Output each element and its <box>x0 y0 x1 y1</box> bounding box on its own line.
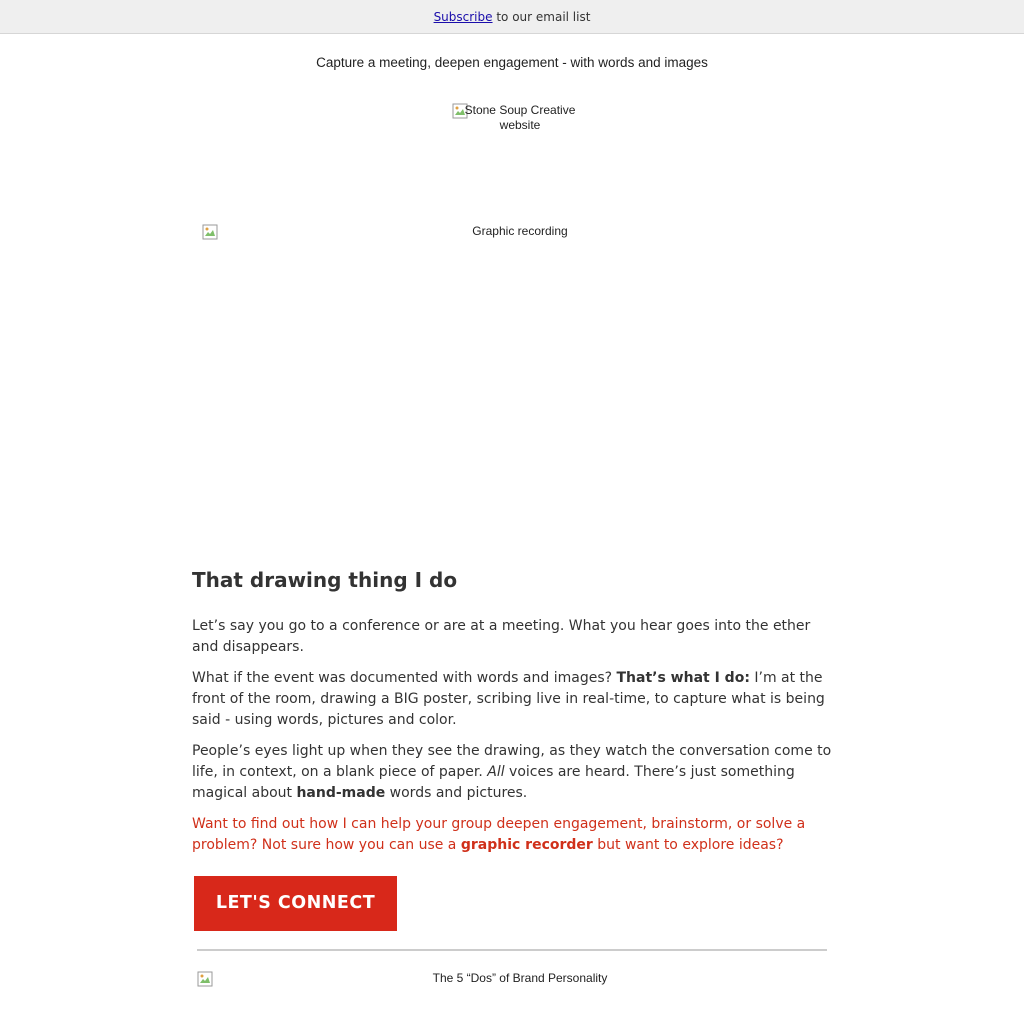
article-section <box>192 566 837 866</box>
paragraph-4-callout <box>192 814 837 856</box>
broken-image-icon <box>197 971 213 987</box>
paragraph-1-text: Let’s say you go to a conference or are at a meeting. What you hear goes into the ether and disappears. <box>192 618 811 655</box>
article-heading: That drawing thing I do <box>192 568 458 592</box>
paragraph-4-bold: graphic recorder <box>460 837 593 853</box>
paragraph-2 <box>192 668 837 731</box>
lets-connect-button[interactable]: LET'S CONNECT <box>194 876 397 931</box>
paragraph-3-bold: hand-made <box>296 785 386 801</box>
article-thumbnail-image[interactable]: The 5 “Dos” of Brand Personality <box>432 971 608 985</box>
subscribe-bar <box>0 0 1024 34</box>
paragraph-2-bold: That’s what I do: <box>616 670 750 686</box>
paragraph-3-text-e: words and pictures. <box>385 785 528 801</box>
paragraph-4-text-c: but want to explore ideas? <box>592 837 784 853</box>
logo-image[interactable]: Stone Soup Creative website <box>464 103 576 132</box>
paragraph-2-text-c: I’m at the front of the room, drawing a BIG poster, scribing live in real-time, to capture what is being said - using words, pictures and color. <box>192 670 825 728</box>
subscribe-bar-text: to our email list <box>492 10 591 24</box>
hero-image: Graphic recording <box>472 224 568 238</box>
paragraph-3-italic: All <box>487 764 505 780</box>
paragraph-3 <box>192 741 837 804</box>
paragraph-3-text-c: voices are heard. There’s just something magical about <box>192 764 795 801</box>
broken-image-icon <box>202 224 218 240</box>
paragraph-1 <box>192 616 837 658</box>
tagline: Capture a meeting, deepen engagement - with words and images <box>316 55 708 70</box>
paragraph-3-text-a: People’s eyes light up when they see the drawing, as they watch the conversation come to life, in context, on a blank piece of paper. <box>192 743 832 780</box>
divider <box>197 949 827 951</box>
paragraph-4-text-a: Want to find out how I can help your group deepen engagement, brainstorm, or solve a problem? Not sure how you can use a <box>192 816 806 853</box>
subscribe-link[interactable]: Subscribe <box>433 10 493 24</box>
paragraph-2-text-a: What if the event was documented with words and images? <box>192 670 617 686</box>
